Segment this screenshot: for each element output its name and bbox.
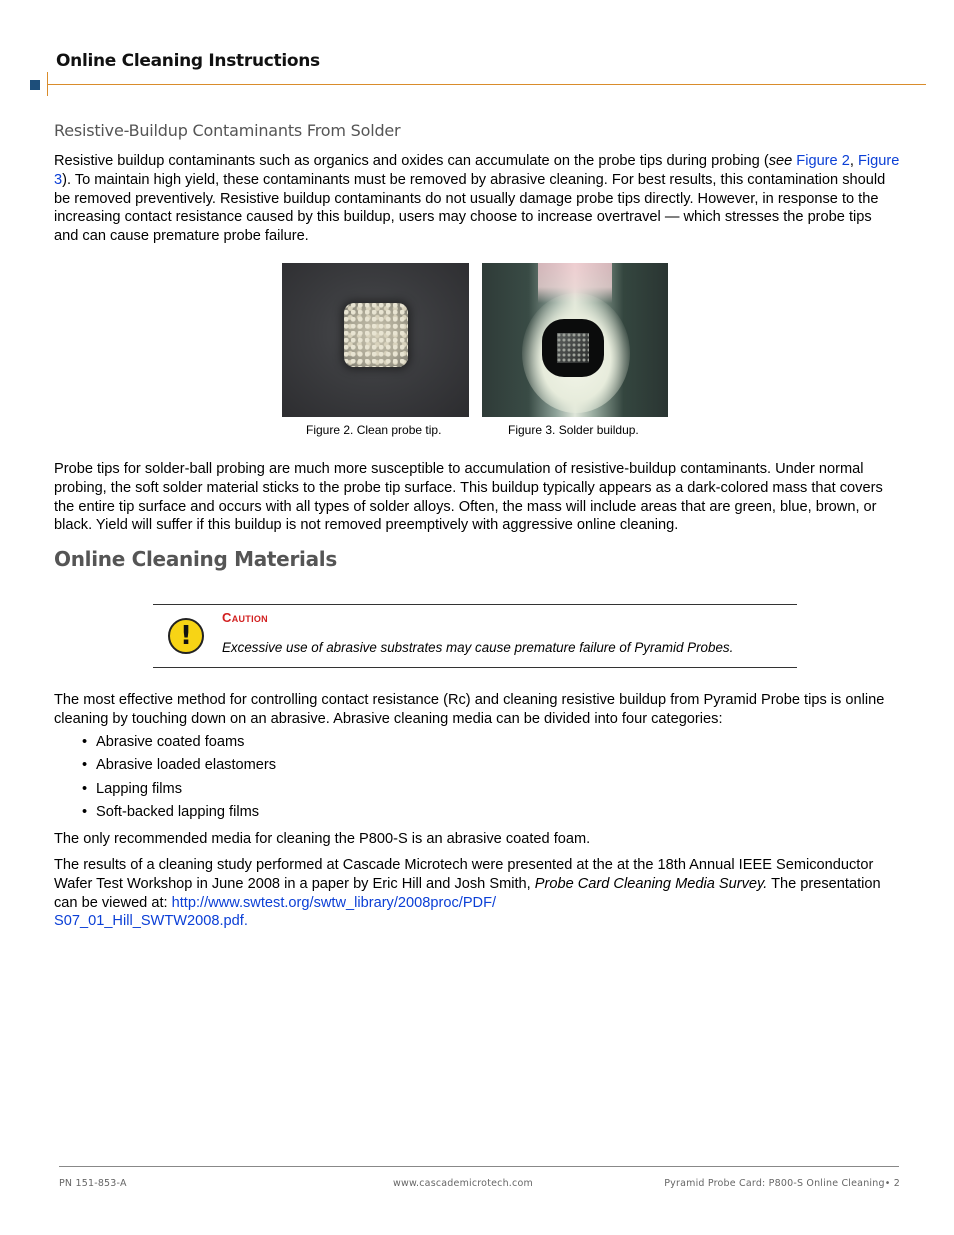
- caution-text: Excessive use of abrasive substrates may cause premature failure of Pyramid Probes.: [222, 640, 734, 655]
- cleaning-media-list: [82, 733, 276, 826]
- list-item: • Abrasive coated foams: [82, 734, 245, 750]
- paragraph-cleaning-methods: The most effective method for controlling contact resistance (Rc) and cleaning resistive buildup from Pyramid Probe tips is online cleaning by touching down on an abrasive. Abrasive cleaning media can be divided into four categories:: [54, 692, 885, 727]
- caution-warning-icon: !: [168, 618, 204, 654]
- footer-part-number: PN 151-853-A: [59, 1178, 127, 1189]
- caution-bottom-rule: [153, 667, 797, 668]
- paper-title: Probe Card Cleaning Media Survey.: [534, 875, 768, 892]
- paragraph-recommended-media: The only recommended media for cleaning the P800-S is an abrasive coated foam.: [54, 831, 591, 847]
- see-text: see: [768, 153, 793, 169]
- paragraph-solder-ball-probing: Probe tips for solder-ball probing are much more susceptible to accumulation of resistive-buildup contaminants. Under normal probing, the soft solder material sticks to the probe tip surface. This buildup typically appears as a dark-colored mass that covers the entire tip surface and occurs with all types of solder alloys. Often, the mass will include areas that are green, blue, brown, or black. Yield will suffer if this buildup is not removed preemptively with aggressive online cleaning.: [54, 461, 883, 534]
- paragraph-cleaning-study: The results of a cleaning study performed at Cascade Microtech were presented at the at the 18th Annual IEEE Semiconductor Wafer Test Workshop in June 2008 in a paper by Eric Hill and Josh Smith, Probe Card Cleaning Media Survey. The presentation can be viewed at: http://www.swtest.org/swtw_library/2008proc/PDF/ S07_01_Hill_SWTW2008.pdf.: [54, 857, 881, 930]
- list-item: • Abrasive loaded elastomers: [82, 757, 277, 774]
- figure-2-link[interactable]: Figure 2: [796, 153, 850, 169]
- caution-label: Caution: [222, 610, 268, 625]
- presentation-link-continued[interactable]: S07_01_Hill_SWTW2008.pdf.: [54, 913, 248, 930]
- caution-top-rule: [153, 604, 797, 605]
- page-header-title: Online Cleaning Instructions: [56, 51, 320, 71]
- solder-buildup-tip: [557, 333, 589, 363]
- probe-tip-pad: [344, 303, 408, 367]
- list-item: • Soft-backed lapping films: [82, 803, 260, 820]
- figure-2-caption: Figure 2. Clean probe tip.: [306, 423, 442, 437]
- paragraph-resistive-buildup: Resistive buildup contaminants such as organics and oxides can accumulate on the probe tips during probing (see Figure 2, Figure 3). To maintain high yield, these contaminants must be removed by abrasive cleaning. For best results, this contamination should be removed preventively. Resistive buildup contaminants do not usually damage probe tips directly. However, in response to the increasing contact resistance caused by this buildup, users may choose to increase overtravel — which stresses the probe tips and can cause premature probe failure.: [54, 153, 900, 245]
- presentation-link[interactable]: http://www.swtest.org/swtw_library/2008proc/PDF/: [171, 894, 497, 911]
- list-item: • Lapping films: [82, 780, 182, 797]
- section-heading-online-cleaning-materials: Online Cleaning Materials: [54, 547, 337, 571]
- footer-rule: [59, 1166, 899, 1167]
- section-subheading: Resistive-Buildup Contaminants From Solder: [54, 121, 401, 140]
- header-square-marker: [30, 80, 40, 90]
- footer-page-info: Pyramid Probe Card: P800-S Online Cleaning• 2: [664, 1178, 900, 1189]
- figure-3-solder-buildup-image: [482, 263, 668, 417]
- footer-website: www.cascademicrotech.com: [393, 1178, 533, 1189]
- figure-2-clean-probe-tip-image: [282, 263, 469, 417]
- header-horizontal-rule: [47, 84, 926, 85]
- figure-3-caption: Figure 3. Solder buildup.: [508, 423, 639, 437]
- figure-3-link[interactable]: Figure 3: [54, 153, 900, 188]
